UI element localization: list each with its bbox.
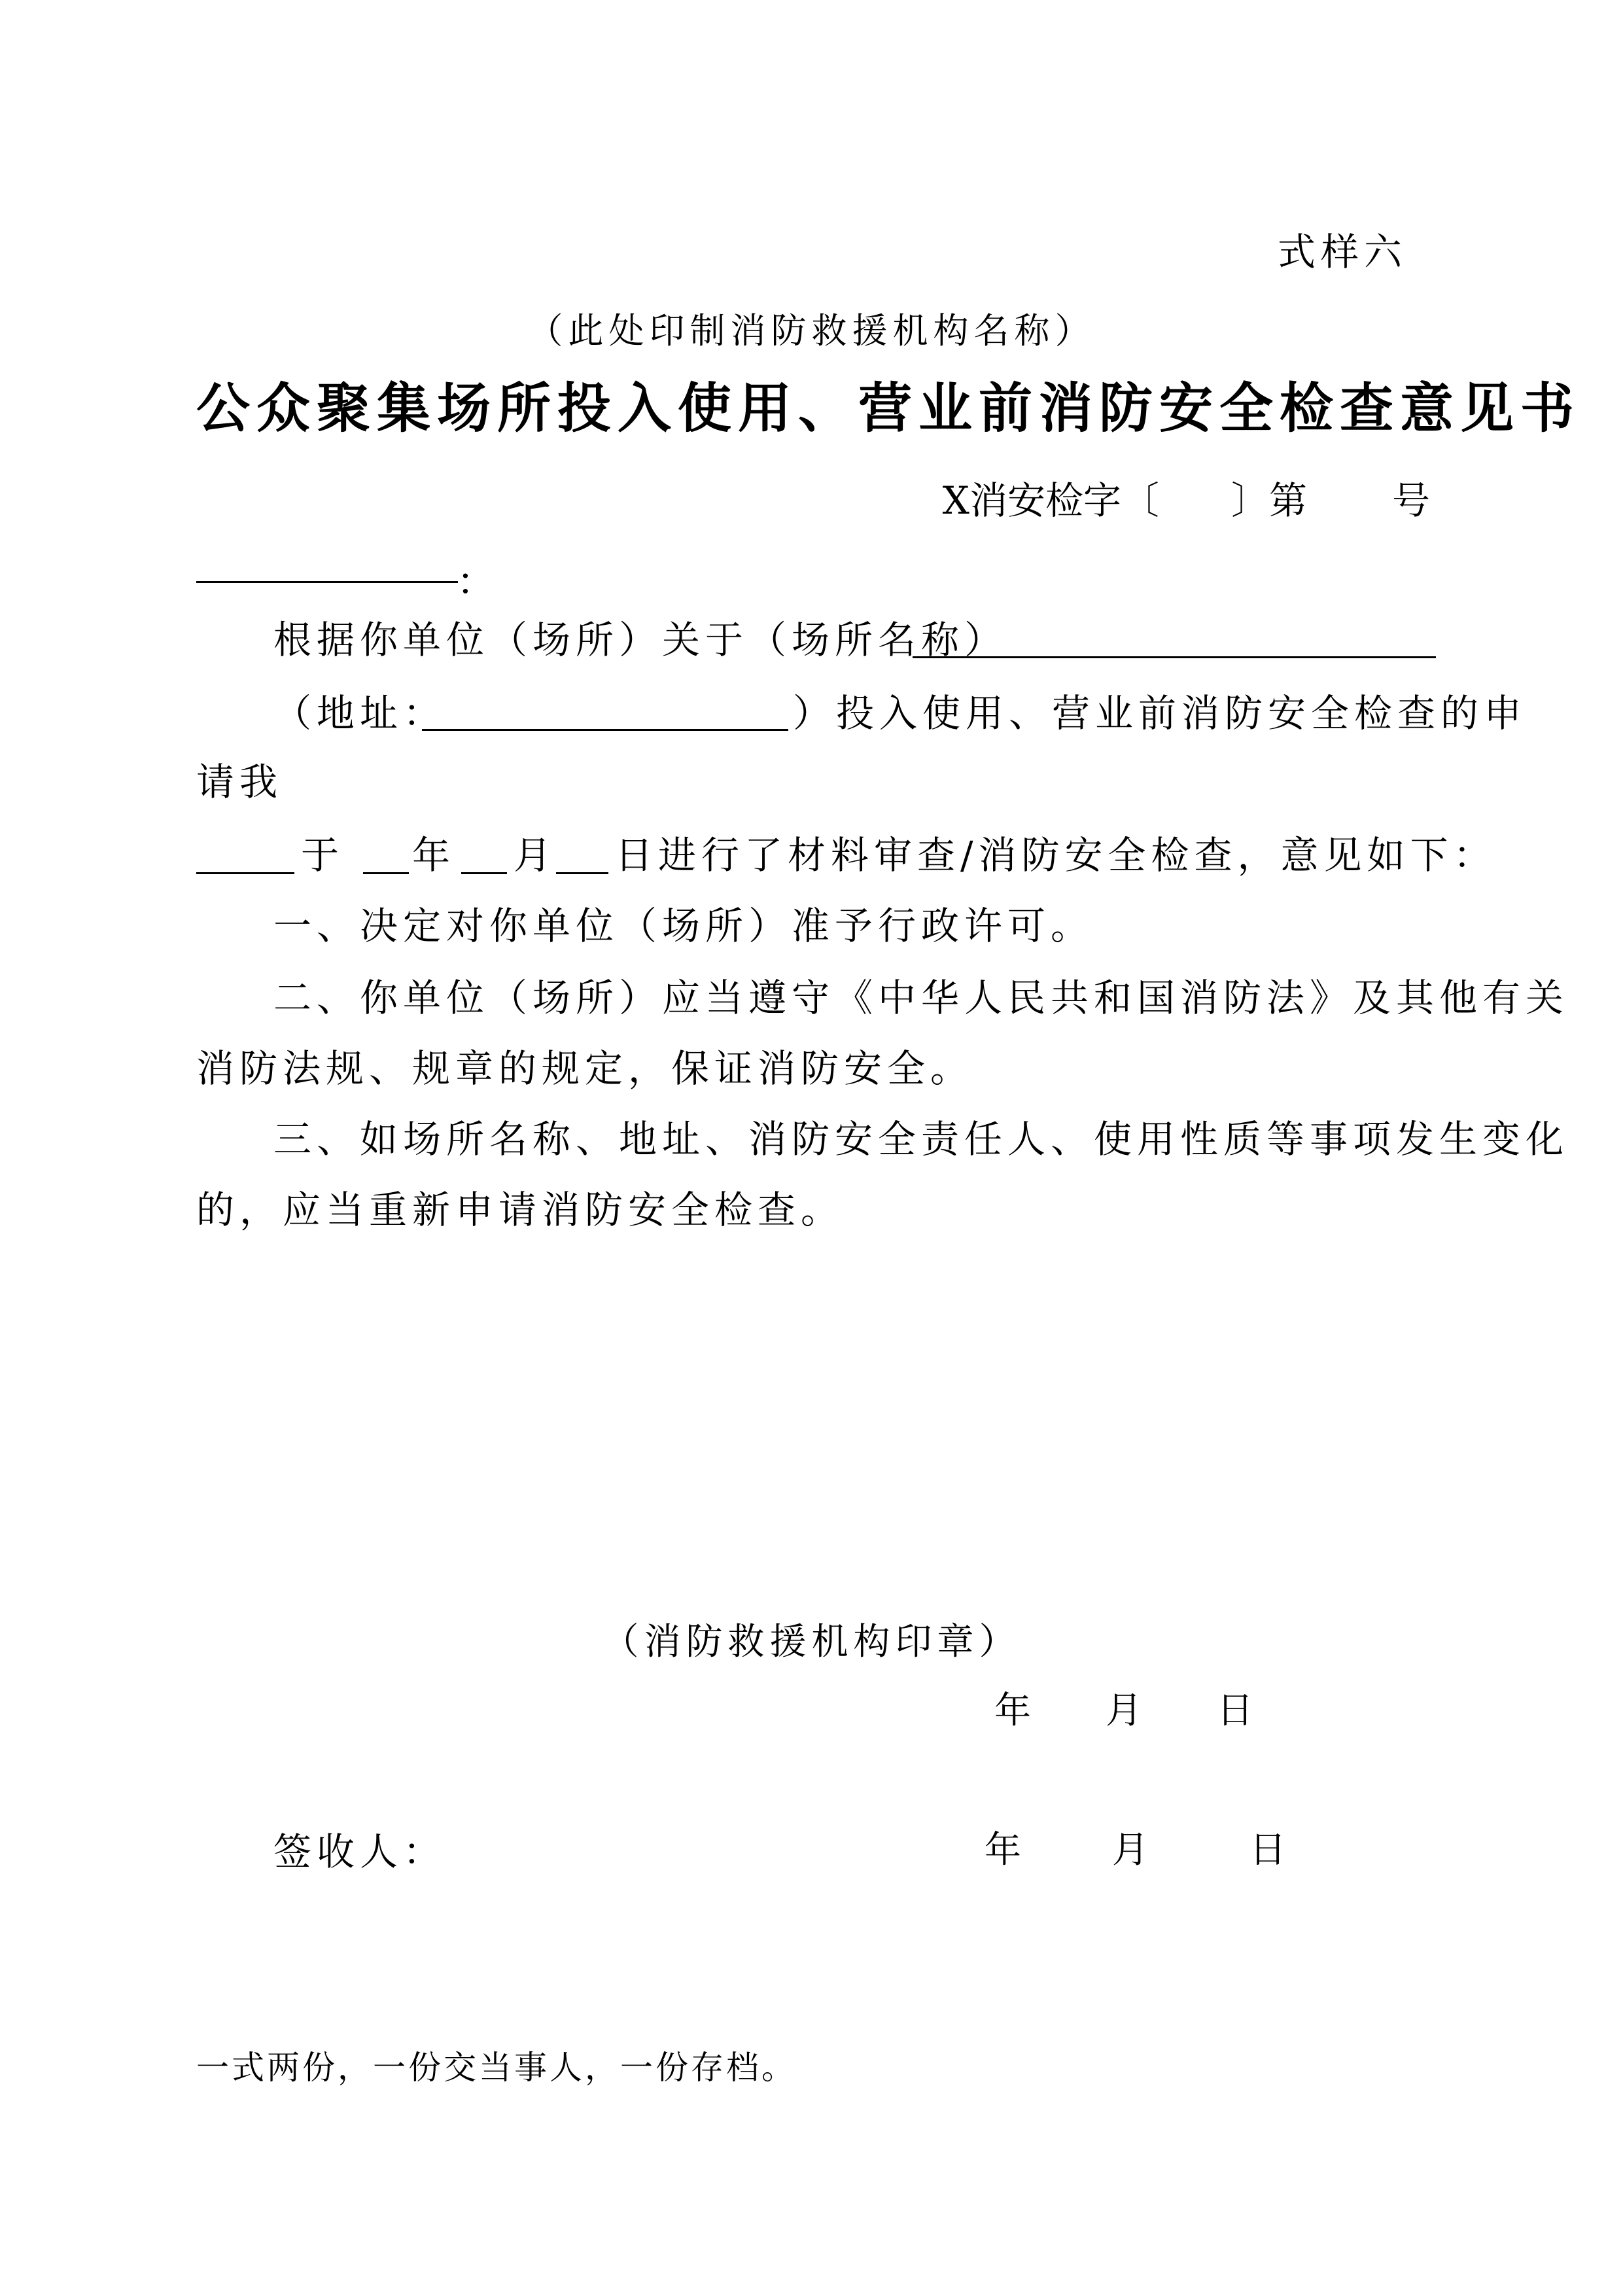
inspector-blank [196,872,294,874]
paragraph-1-lead: 根据你单位（场所）关于（场所名称） [273,618,1008,662]
date-year-label: 年 [412,833,456,877]
address-blank [422,729,788,731]
opinion-item-2-line-1: 二、你单位（场所）应当遵守《中华人民共和国消防法》及其他有关 [273,976,1569,1020]
addressee-colon: ： [457,559,495,604]
paragraph-1-middle: ）投入使用、营业前消防安全检查的申 [793,691,1527,735]
date-tail-text: 日进行了材料审查/消防安全检查，意见如下： [615,833,1497,877]
day-blank [556,872,608,874]
issue-date-year: 年 [994,1689,1031,1732]
paragraph-1-wrap: 请我 [196,760,283,804]
date-yu: 于 [301,833,345,877]
issue-date-month: 月 [1106,1689,1142,1732]
form-label: 式样六 [1277,230,1407,274]
opinion-item-3-line-2: 的，应当重新申请消防安全检查。 [196,1188,845,1232]
venue-name-blank [913,656,1436,658]
paragraph-1-address-open: （地址： [273,691,447,735]
issue-date-day: 日 [1217,1689,1253,1732]
month-blank [461,872,507,874]
seal-label: （消防救援机构印章） [602,1621,1021,1663]
addressee-blank [196,581,458,583]
document-title: 公众聚集场所投入使用、营业前消防安全检查意见书 [196,378,1581,440]
doc-number-bracket-close: 〕第 [1230,478,1307,523]
opinion-item-3-line-1: 三、如场所名称、地址、消防安全责任人、使用性质等事项发生变化 [273,1117,1569,1161]
doc-number-prefix: X消安检字〔 [942,478,1159,523]
receive-date-day: 日 [1249,1829,1286,1871]
receive-date-month: 月 [1112,1829,1149,1871]
year-blank [363,872,409,874]
receive-date-year: 年 [985,1829,1021,1871]
opinion-item-2-line-2: 消防法规、规章的规定，保证消防安全。 [196,1046,974,1091]
receiver-label: 签收人： [273,1829,447,1874]
doc-number-suffix: 号 [1391,478,1430,523]
date-month-label: 月 [514,833,557,877]
opinion-item-1: 一、决定对你单位（场所）准予行政许可。 [273,904,1094,948]
org-name-placeholder: （此处印制消防救援机构名称） [527,310,1096,351]
document-number [943,470,1430,525]
copies-note: 一式两份，一份交当事人，一份存档。 [196,2049,797,2087]
